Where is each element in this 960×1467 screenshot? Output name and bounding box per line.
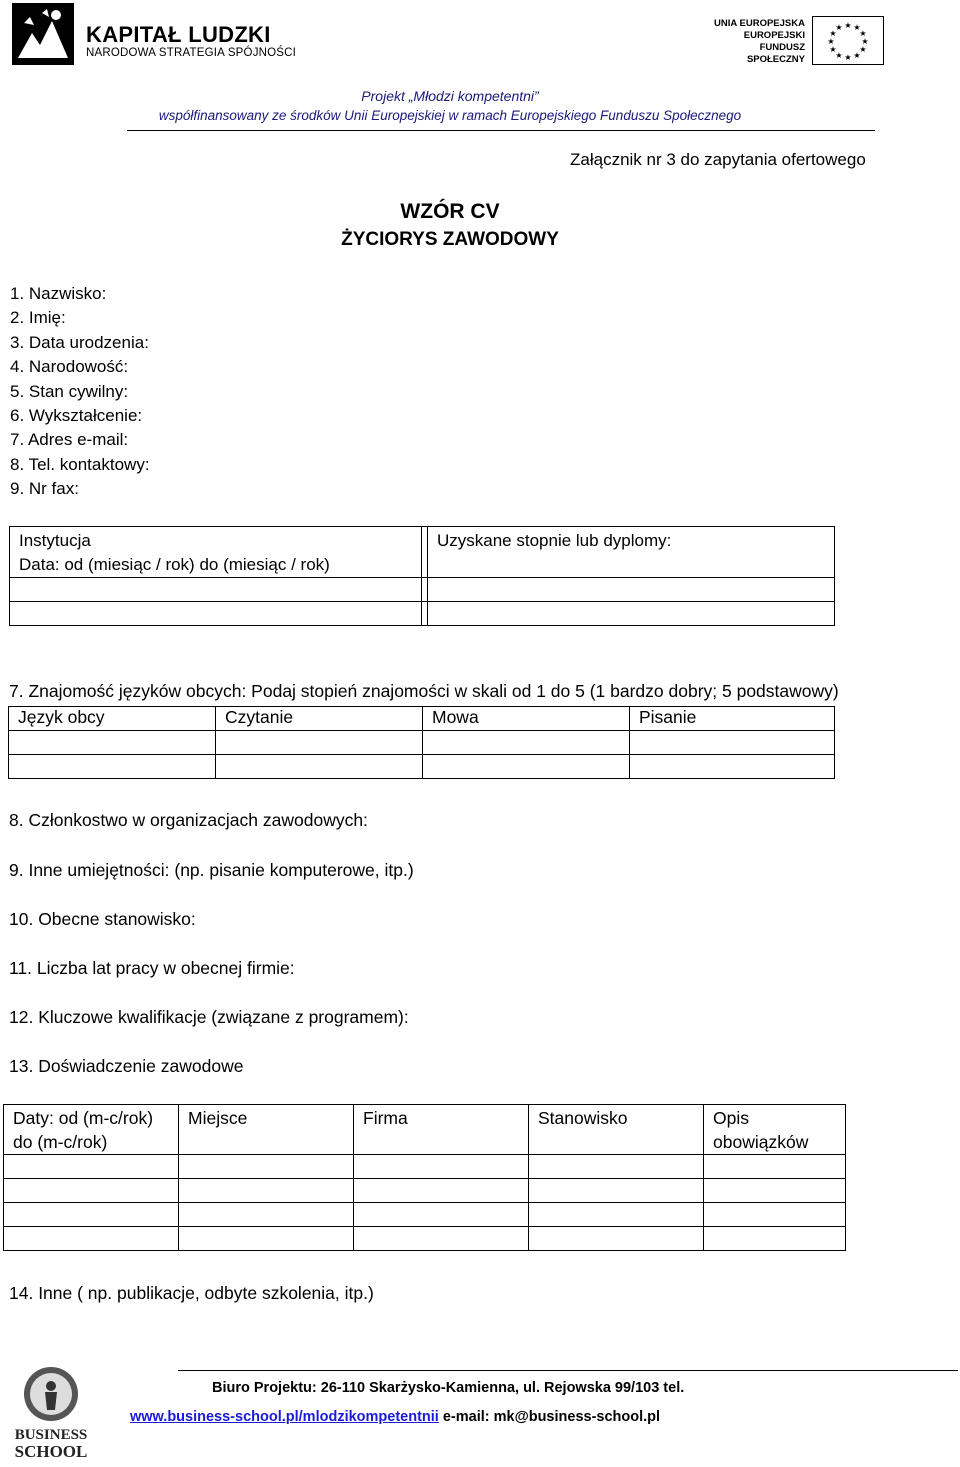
page-title: WZÓR CV [400,200,500,223]
section-key-qualifications: 12. Kluczowe kwalifikacje (związane z programem): [9,1007,409,1027]
logo-text-school: SCHOOL [14,1442,88,1461]
table-row [9,755,835,779]
exp-col-dates-line2: do (m-c/rok) [13,1132,108,1152]
table-cell[interactable] [704,1227,846,1251]
table-cell[interactable] [179,1155,354,1179]
footer-website-link[interactable]: www.business-school.pl/mlodzikompetentnii [130,1409,439,1425]
table-row [4,1155,846,1179]
header-divider [127,130,875,131]
table-cell[interactable] [9,755,216,779]
table-cell[interactable] [354,1155,529,1179]
table-header-row [4,1105,846,1155]
table-cell[interactable] [216,731,423,755]
svg-text:★: ★ [829,29,837,38]
field-surname: 1. Nazwisko: [10,284,107,303]
footer-contact [130,1409,660,1425]
field-nationality: 4. Narodowość: [10,357,129,377]
field-fax: 9. Nr fax: [10,479,79,499]
eu-line-3: FUNDUSZ SPOŁECZNY [746,42,805,65]
svg-text:★: ★ [844,21,852,30]
svg-text:★: ★ [844,53,852,62]
table-cell[interactable] [704,1155,846,1179]
eu-flag-icon [812,16,884,65]
table-cell[interactable] [10,602,422,626]
cofinance-line: współfinansowany ze środków Unii Europejskiej w ramach Europejskiego Funduszu Społecznego [158,108,742,123]
personal-fields-list [10,282,150,502]
attachment-label: Załącznik nr 3 do zapytania ofertowego [570,150,866,169]
field-education: 6. Wykształcenie: [10,406,143,426]
table-cell[interactable] [354,1179,529,1203]
field-email: 7. Adres e-mail: [10,430,129,450]
svg-text:★: ★ [835,23,843,32]
eu-fund-text [700,18,805,66]
exp-col-company: Firma [354,1105,529,1155]
eu-line-1: UNIA EUROPEJSKA [714,18,805,29]
svg-text:★: ★ [861,37,869,46]
table-cell[interactable] [428,602,835,626]
logo-text-business: BUSINESS [14,1427,88,1443]
table-cell[interactable] [10,578,422,602]
table-cell[interactable] [9,731,216,755]
table-row [9,731,835,755]
table-row [4,1227,846,1251]
svg-text:★: ★ [859,29,867,38]
field-birth-date: 3. Data urodzenia: [10,332,149,352]
section-other-skills: 9. Inne umiejętności: (np. pisanie komputerowe, itp.) [9,860,414,880]
field-first-name: 2. Imię: [10,308,66,328]
kapital-ludzki-title: KAPITAŁ LUDZKI [86,22,271,47]
education-col-institution-line1: Instytucja [19,531,91,550]
table-row [10,578,835,602]
table-cell[interactable] [529,1155,704,1179]
field-marital-status: 5. Stan cywilny: [10,381,129,401]
languages-table [8,706,835,779]
lang-col-reading: Czytanie [216,707,423,731]
table-cell[interactable] [423,731,630,755]
section-current-position: 10. Obecne stanowisko: [9,909,196,929]
kapital-ludzki-logo [12,3,74,65]
svg-text:★: ★ [829,45,837,54]
page-subtitle: ŻYCIORYS ZAWODOWY [341,229,559,250]
education-col-institution-line2: Data: od (miesiąc / rok) do (miesiąc / rok) [19,555,330,574]
experience-table [3,1104,846,1251]
project-name: Projekt „Młodzi kompetentni” [361,88,539,104]
lang-col-language: Język obcy [9,707,216,731]
table-cell[interactable] [4,1203,179,1227]
table-cell[interactable] [630,755,835,779]
eu-line-2: EUROPEJSKI [743,30,805,41]
svg-text:★: ★ [835,51,843,60]
exp-col-dates [4,1105,179,1155]
table-cell[interactable] [529,1203,704,1227]
table-cell[interactable] [4,1179,179,1203]
table-cell[interactable] [704,1179,846,1203]
svg-text:★: ★ [859,45,867,54]
svg-text:★: ★ [853,51,861,60]
table-header-row [10,527,835,578]
education-col-institution [10,527,422,578]
exp-col-position: Stanowisko [529,1105,704,1155]
footer-address: Biuro Projektu: 26-110 Skarżysko-Kamienna, ul. Rejowska 99/103 tel. [212,1380,685,1396]
table-cell[interactable] [179,1203,354,1227]
lang-col-writing: Pisanie [630,707,835,731]
table-cell[interactable] [529,1179,704,1203]
table-row [4,1203,846,1227]
exp-col-duties: Opis obowiązków [704,1105,846,1155]
table-cell[interactable] [354,1227,529,1251]
exp-col-dates-line1: Daty: od (m-c/rok) [13,1108,154,1128]
svg-text:★: ★ [853,23,861,32]
table-cell[interactable] [354,1203,529,1227]
field-phone: 8. Tel. kontaktowy: [10,454,150,474]
footer-divider [178,1370,958,1371]
section-memberships: 8. Członkostwo w organizacjach zawodowych: [9,810,368,830]
section-other: 14. Inne ( np. publikacje, odbyte szkolenia, itp.) [9,1283,374,1303]
table-cell[interactable] [630,731,835,755]
svg-text:★: ★ [827,37,835,46]
exp-col-place: Miejsce [179,1105,354,1155]
lang-col-speaking: Mowa [423,707,630,731]
table-cell[interactable] [428,578,835,602]
education-col-degrees: Uzyskane stopnie lub dyplomy: [428,527,835,578]
table-row [4,1179,846,1203]
section-experience: 13. Doświadczenie zawodowe [9,1056,244,1076]
footer-email: e-mail: mk@business-school.pl [442,1409,661,1425]
business-school-logo [12,1364,90,1462]
table-cell[interactable] [179,1179,354,1203]
table-cell[interactable] [4,1155,179,1179]
kapital-ludzki-subtitle: NARODOWA STRATEGIA SPÓJNOŚCI [86,47,297,59]
table-header-row [9,707,835,731]
table-cell[interactable] [179,1227,354,1251]
table-cell[interactable] [704,1203,846,1227]
table-cell[interactable] [4,1227,179,1251]
section-years-in-company: 11. Liczba lat pracy w obecnej firmie: [9,958,295,978]
education-table [9,526,835,626]
languages-instruction: 7. Znajomość języków obcych: Podaj stopień znajomości w skali od 1 do 5 (1 bardzo dobry; 5 podstawowy) [9,681,839,701]
table-cell[interactable] [529,1227,704,1251]
table-cell[interactable] [423,755,630,779]
table-row [10,602,835,626]
table-cell[interactable] [216,755,423,779]
